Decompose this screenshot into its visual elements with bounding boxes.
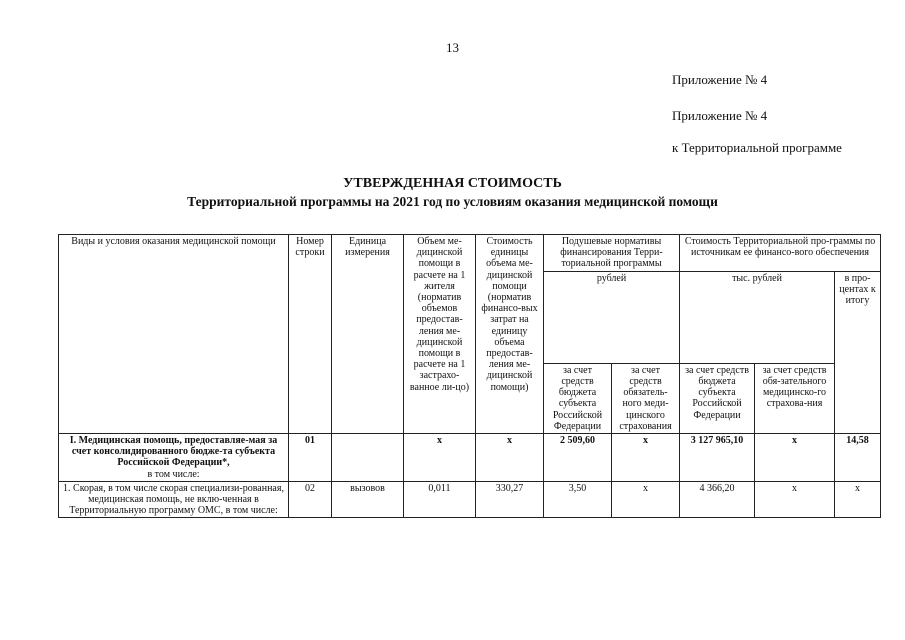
header-percent-total: в про-центах к итогу xyxy=(835,271,881,433)
row-percent: 14,58 xyxy=(835,434,881,482)
row-pr-oms: х xyxy=(755,481,835,518)
header-cost: Стоимость единицы объема ме-дицинской помощи (норматив финансо-вых затрат на единицу объема предостав-ления ме-дицинской помощи) xyxy=(476,235,544,434)
row-cost: 330,27 xyxy=(476,481,544,518)
header-program-cost: Стоимость Территориальной про-граммы по источникам ее финансо-вого обеспечения xyxy=(680,235,881,272)
header-row-1 xyxy=(59,235,881,272)
document-subtitle: Территориальной программы на 2021 год по условиям оказания медицинской помощи xyxy=(187,194,718,209)
document-title: УТВЕРЖДЕННАЯ СТОИМОСТЬ xyxy=(343,176,562,191)
header-volume: Объем ме-дицинской помощи в расчете на 1 жителя (норматив объемов предостав-ления ме-дицинской помощи в расчете на 1 застрахо-ванное ли-цо) xyxy=(404,235,476,434)
row-title-tail: в том числе: xyxy=(147,468,200,480)
row-title xyxy=(59,434,289,482)
cost-table xyxy=(58,234,881,518)
header-oms-thousand: за счет средств обя-зательного медицинско-го страхова-ния xyxy=(755,363,835,433)
table-row xyxy=(59,481,881,518)
row-cost: х xyxy=(476,434,544,482)
header-thousand-rubles: тыс. рублей xyxy=(680,271,835,363)
row-volume: х xyxy=(404,434,476,482)
program-reference: к Территориальной программе xyxy=(672,140,842,155)
row-volume: 0,011 xyxy=(404,481,476,518)
row-unit xyxy=(332,434,404,482)
row-pc-oms: х xyxy=(612,434,680,482)
header-rubles: рублей xyxy=(544,271,680,363)
row-title: 1. Скорая, в том числе скорая специализи-рованная, медицинская помощь, не вклю-ченная в Территориальную программу ОМС, в том числе: xyxy=(59,481,289,518)
row-pr-budget: 4 366,20 xyxy=(680,481,755,518)
row-pc-budget: 2 509,60 xyxy=(544,434,612,482)
row-pr-budget: 3 127 965,10 xyxy=(680,434,755,482)
row-pc-oms: х xyxy=(612,481,680,518)
row-pc-budget: 3,50 xyxy=(544,481,612,518)
header-kinds: Виды и условия оказания медицинской помощи xyxy=(59,235,289,434)
header-line-no: Номер строки xyxy=(289,235,332,434)
header-oms-rubles: за счет средств обязатель-ного меди-цинского страхования xyxy=(612,363,680,433)
row-pr-oms: х xyxy=(755,434,835,482)
header-unit: Единица измерения xyxy=(332,235,404,434)
appendix-label: Приложение № 4 xyxy=(672,72,768,87)
row-unit: вызовов xyxy=(332,481,404,518)
row-title-bold: I. Медицинская помощь, предоставляе-мая за счет консолидированного бюдже-та субъекта Российской Федерации*, xyxy=(69,435,278,469)
header-budget-rubles: за счет средств бюджета субъекта Российской Федерации xyxy=(544,363,612,433)
row-line: 02 xyxy=(289,481,332,518)
header-per-capita: Подушевые нормативы финансирования Терри-ториальной программы xyxy=(544,235,680,272)
row-percent: х xyxy=(835,481,881,518)
appendix-label-repeat: Приложение № 4 xyxy=(672,108,768,123)
page-number: 13 xyxy=(446,40,459,55)
row-line: 01 xyxy=(289,434,332,482)
table-row xyxy=(59,434,881,482)
header-budget-thousand: за счет средств бюджета субъекта Российской Федерации xyxy=(680,363,755,433)
